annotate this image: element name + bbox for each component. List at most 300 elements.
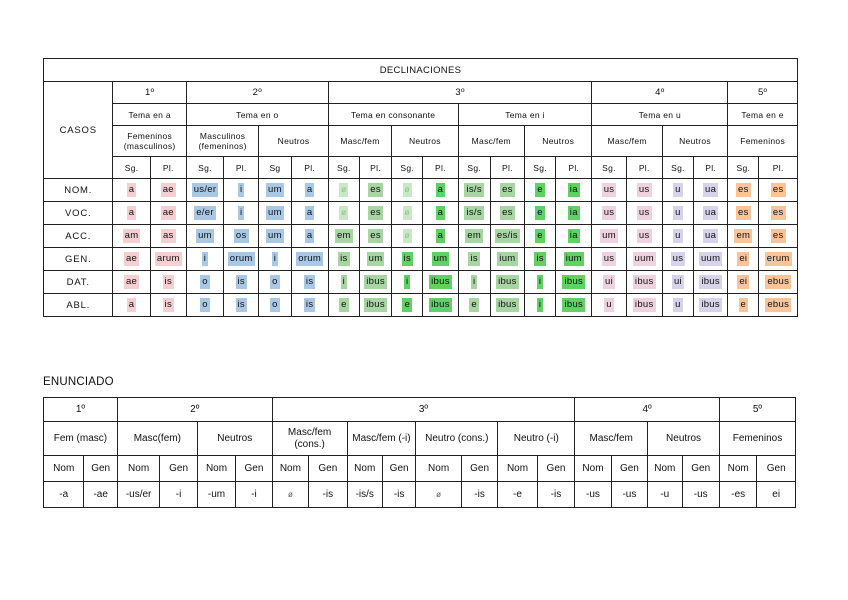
enun-value: ei xyxy=(757,482,796,508)
gender-header: Neutros xyxy=(259,126,328,157)
ending-cell xyxy=(525,248,556,271)
ending-cell xyxy=(359,271,391,294)
tema-i: Tema en i xyxy=(458,104,592,126)
tema-a: Tema en a xyxy=(113,104,186,126)
enun-gender-header: Masc(fem) xyxy=(117,422,197,456)
ending-text: is xyxy=(470,253,478,264)
ending-cell xyxy=(728,202,759,225)
ending-text: i xyxy=(240,184,243,195)
ending-cell xyxy=(423,294,458,317)
enun-number-2: 2º xyxy=(117,398,272,422)
ending-text: ø xyxy=(403,229,412,243)
ending-text: e xyxy=(537,184,543,195)
ending-cell xyxy=(662,225,693,248)
ending-text: ibus xyxy=(634,299,654,310)
plural-header: Pl. xyxy=(291,157,328,179)
enunciado-table xyxy=(43,397,796,508)
ending-text: a xyxy=(128,299,135,310)
ending-cell xyxy=(556,202,592,225)
ending-cell xyxy=(224,225,259,248)
case-row xyxy=(44,202,798,225)
ending-cell xyxy=(490,271,524,294)
plural-header: Pl. xyxy=(423,157,458,179)
gender-header: Femeninos xyxy=(728,126,798,157)
ending-cell xyxy=(592,225,626,248)
nom-header: Nom xyxy=(197,456,235,482)
ending-text: erum xyxy=(766,253,790,264)
ending-text: u xyxy=(675,207,681,218)
ending-text: ia xyxy=(569,230,578,241)
ending-cell xyxy=(490,294,524,317)
ending-text: a xyxy=(437,207,444,218)
ending-cell xyxy=(186,202,223,225)
ending-cell xyxy=(328,294,359,317)
ending-cell xyxy=(291,202,328,225)
ending-text: e xyxy=(404,299,411,310)
ending-text: ae xyxy=(125,253,138,264)
ending-text: a xyxy=(128,184,135,195)
ending-cell xyxy=(556,294,592,317)
ending-text: ø xyxy=(403,206,412,220)
ending-cell xyxy=(759,179,798,202)
ending-text: em xyxy=(336,230,351,241)
case-row xyxy=(44,248,798,271)
ending-text: i xyxy=(273,253,277,264)
ending-cell xyxy=(592,248,626,271)
ending-cell xyxy=(359,225,391,248)
ending-text: um xyxy=(433,253,448,264)
enun-value: -us xyxy=(575,482,611,508)
singular-header: Sg. xyxy=(392,157,423,179)
nom-header: Nom xyxy=(719,456,756,482)
case-name: ABL. xyxy=(44,294,113,317)
ending-text: ua xyxy=(705,207,717,218)
ending-cell xyxy=(662,179,693,202)
ending-cell xyxy=(359,202,391,225)
gen-header: Gen xyxy=(461,456,497,482)
ending-text: o xyxy=(202,299,208,310)
ending-cell xyxy=(291,271,328,294)
ending-text: i xyxy=(342,276,346,287)
ending-text: es xyxy=(772,207,784,218)
ending-cell xyxy=(328,179,359,202)
ending-cell xyxy=(186,179,223,202)
case-row xyxy=(44,179,798,202)
ending-text: es xyxy=(370,230,381,241)
ending-text: ibus xyxy=(431,276,450,287)
ending-cell xyxy=(392,294,423,317)
ending-text: e xyxy=(341,299,347,310)
casos-header: CASOS xyxy=(44,82,113,179)
case-name: GEN. xyxy=(44,248,113,271)
ending-text: ia xyxy=(569,184,578,195)
enun-number-3: 3º xyxy=(272,398,575,422)
ending-cell xyxy=(392,225,423,248)
gen-header: Gen xyxy=(537,456,575,482)
enun-value: -is xyxy=(309,482,347,508)
ending-cell xyxy=(626,225,662,248)
ending-text: is xyxy=(305,299,314,310)
ending-text: es xyxy=(772,184,784,195)
gen-header: Gen xyxy=(611,456,647,482)
ending-text: ibus xyxy=(634,276,654,287)
ending-text: a xyxy=(306,207,313,218)
ending-cell xyxy=(423,248,458,271)
plural-header: Pl. xyxy=(490,157,524,179)
ending-cell xyxy=(328,248,359,271)
ending-text: ia xyxy=(569,207,578,218)
ending-text: ebus xyxy=(767,276,790,287)
enun-value: ø xyxy=(416,482,462,508)
ending-text: es xyxy=(772,230,784,241)
ending-text: ae xyxy=(125,276,138,287)
ending-cell xyxy=(259,202,291,225)
ending-text: ium xyxy=(565,253,582,264)
ending-text: ibus xyxy=(564,276,584,287)
ending-text: e xyxy=(537,207,543,218)
ending-text: um xyxy=(268,230,282,241)
enun-number-5: 5º xyxy=(719,398,795,422)
ending-cell xyxy=(186,248,223,271)
enun-value: -is xyxy=(461,482,497,508)
ending-text: is xyxy=(237,276,245,287)
gen-header: Gen xyxy=(309,456,347,482)
ending-cell xyxy=(525,294,556,317)
singular-header: Sg. xyxy=(328,157,359,179)
decl-number-4: 4º xyxy=(592,82,728,104)
ending-text: ae xyxy=(162,184,174,195)
case-row xyxy=(44,294,798,317)
ending-cell xyxy=(392,271,423,294)
ending-cell xyxy=(423,202,458,225)
ending-text: i xyxy=(538,276,542,287)
plural-header: Pl. xyxy=(224,157,259,179)
singular-header: Sg. xyxy=(458,157,490,179)
ending-text: ui xyxy=(673,276,682,287)
decl-number-2: 2º xyxy=(186,82,328,104)
enun-number-4: 4º xyxy=(575,398,720,422)
ending-cell xyxy=(662,248,693,271)
ending-cell xyxy=(328,225,359,248)
gender-header: Neutros xyxy=(525,126,592,157)
enun-value: -i xyxy=(160,482,197,508)
ending-text: e xyxy=(537,230,543,241)
plural-header: Pl. xyxy=(694,157,728,179)
ending-cell xyxy=(423,271,458,294)
gen-header: Gen xyxy=(382,456,415,482)
tema-e: Tema en e xyxy=(728,104,798,126)
ending-cell xyxy=(556,179,592,202)
ending-cell xyxy=(694,225,728,248)
case-name: VOC. xyxy=(44,202,113,225)
ending-cell xyxy=(728,248,759,271)
case-row xyxy=(44,271,798,294)
ending-text: us xyxy=(603,207,615,218)
ending-cell xyxy=(592,202,626,225)
ending-cell xyxy=(694,271,728,294)
ending-cell xyxy=(759,248,798,271)
ending-cell xyxy=(759,271,798,294)
ending-cell xyxy=(224,271,259,294)
ending-cell xyxy=(186,294,223,317)
ending-cell xyxy=(490,225,524,248)
ending-cell xyxy=(392,248,423,271)
plural-header: Pl. xyxy=(359,157,391,179)
enun-gender-header: Neutros xyxy=(197,422,272,456)
ending-text: o xyxy=(272,276,278,287)
ending-text: um xyxy=(368,253,383,264)
ending-cell xyxy=(458,271,490,294)
ending-text: u xyxy=(675,184,681,195)
ending-cell xyxy=(525,202,556,225)
enun-gender-header: Neutros xyxy=(648,422,720,456)
nom-header: Nom xyxy=(44,456,84,482)
ending-text: u xyxy=(675,299,681,310)
ending-text: es xyxy=(370,207,381,218)
case-name: ACC. xyxy=(44,225,113,248)
ending-text: a xyxy=(128,207,135,218)
ending-cell xyxy=(150,225,186,248)
ending-text: a xyxy=(306,184,313,195)
ending-text: is xyxy=(164,299,173,310)
enun-gender-header: Neutro (-i) xyxy=(498,422,575,456)
ending-cell xyxy=(694,248,728,271)
ending-cell xyxy=(328,202,359,225)
case-name: NOM. xyxy=(44,179,113,202)
ending-text: um xyxy=(198,230,212,241)
ending-cell xyxy=(458,202,490,225)
ending-cell xyxy=(728,225,759,248)
ending-cell xyxy=(525,271,556,294)
ending-text: ua xyxy=(705,184,717,195)
nom-header: Nom xyxy=(498,456,537,482)
tema-consonante: Tema en consonante xyxy=(328,104,458,126)
ending-cell xyxy=(359,248,391,271)
case-row xyxy=(44,225,798,248)
ending-cell xyxy=(728,179,759,202)
ending-cell xyxy=(626,248,662,271)
enun-value: -us xyxy=(682,482,719,508)
gender-header: Neutros xyxy=(662,126,727,157)
ending-text: ibus xyxy=(366,276,385,287)
enun-gender-header: Neutro (cons.) xyxy=(416,422,498,456)
ending-text: a xyxy=(306,230,313,241)
nom-header: Nom xyxy=(272,456,308,482)
ending-text: is/s xyxy=(466,184,482,195)
gender-header: Femeninos (masculinos) xyxy=(113,126,186,157)
ending-cell xyxy=(423,179,458,202)
ending-cell xyxy=(626,294,662,317)
ending-cell xyxy=(113,248,150,271)
enun-value: -us xyxy=(611,482,647,508)
ending-cell xyxy=(224,179,259,202)
ending-cell xyxy=(759,294,798,317)
ending-cell xyxy=(458,225,490,248)
enun-number-1: 1º xyxy=(44,398,118,422)
ending-text: es xyxy=(738,207,749,218)
enun-value: -ae xyxy=(84,482,117,508)
ending-cell xyxy=(662,202,693,225)
enun-value: -us/er xyxy=(117,482,159,508)
ending-cell xyxy=(458,248,490,271)
ending-text: ei xyxy=(739,276,748,287)
ending-text: ø xyxy=(339,206,348,220)
ending-text: a xyxy=(437,230,444,241)
ending-cell xyxy=(259,225,291,248)
singular-header: Sg. xyxy=(525,157,556,179)
ending-cell xyxy=(113,202,150,225)
ending-text: is xyxy=(164,276,173,287)
ending-cell xyxy=(626,179,662,202)
enun-value: -es xyxy=(719,482,756,508)
ending-cell xyxy=(694,202,728,225)
decl-number-3: 3º xyxy=(328,82,592,104)
enun-gender-header: Masc/fem (cons.) xyxy=(272,422,347,456)
declinaciones-title: DECLINACIONES xyxy=(44,59,798,82)
ending-cell xyxy=(359,294,391,317)
singular-header: Sg. xyxy=(113,157,150,179)
declinaciones-table xyxy=(43,58,798,317)
ending-cell xyxy=(694,179,728,202)
ending-text: ebus xyxy=(767,299,790,310)
ending-cell xyxy=(291,225,328,248)
singular-header: Sg. xyxy=(728,157,759,179)
ending-text: es xyxy=(502,207,513,218)
gen-header: Gen xyxy=(682,456,719,482)
decl-number-5: 5º xyxy=(728,82,798,104)
ending-cell xyxy=(113,179,150,202)
ending-text: es xyxy=(370,184,381,195)
gender-header: Neutros xyxy=(392,126,458,157)
ending-text: u xyxy=(606,299,612,310)
ending-cell xyxy=(224,202,259,225)
ending-cell xyxy=(626,271,662,294)
ending-cell xyxy=(113,294,150,317)
singular-header: Sg. xyxy=(592,157,626,179)
ending-text: i xyxy=(472,276,476,287)
nom-header: Nom xyxy=(416,456,462,482)
ending-text: a xyxy=(437,184,444,195)
ending-cell xyxy=(490,179,524,202)
ending-text: ua xyxy=(705,230,717,241)
ending-text: is xyxy=(237,299,245,310)
ending-cell xyxy=(113,271,150,294)
ending-text: us xyxy=(638,207,650,218)
ending-text: o xyxy=(272,299,278,310)
ending-cell xyxy=(359,179,391,202)
ending-text: us xyxy=(603,184,615,195)
ending-text: es/is xyxy=(496,230,518,241)
ending-cell xyxy=(328,271,359,294)
ending-text: is/s xyxy=(466,207,482,218)
gender-header: Masc/fem xyxy=(592,126,662,157)
ending-cell xyxy=(259,179,291,202)
ending-cell xyxy=(259,271,291,294)
enunciado-label: ENUNCIADO xyxy=(43,376,114,388)
ending-cell xyxy=(458,294,490,317)
singular-header: Sg. xyxy=(662,157,693,179)
ending-text: e/er xyxy=(196,207,214,218)
gen-header: Gen xyxy=(160,456,197,482)
ending-text: ibus xyxy=(366,299,385,310)
ending-text: orum xyxy=(298,253,322,264)
ending-text: ø xyxy=(339,183,348,197)
nom-header: Nom xyxy=(575,456,611,482)
enun-value: -is/s xyxy=(347,482,382,508)
nom-header: Nom xyxy=(648,456,682,482)
ending-cell xyxy=(392,179,423,202)
ending-text: orum xyxy=(229,253,253,264)
gen-header: Gen xyxy=(757,456,796,482)
ending-text: ø xyxy=(403,183,412,197)
case-name: DAT. xyxy=(44,271,113,294)
ending-text: am xyxy=(124,230,139,241)
ending-text: ibus xyxy=(564,299,584,310)
enun-value: -a xyxy=(44,482,84,508)
tema-o: Tema en o xyxy=(186,104,328,126)
ending-cell xyxy=(150,248,186,271)
ending-text: es xyxy=(738,184,749,195)
ending-cell xyxy=(150,202,186,225)
ending-cell xyxy=(186,271,223,294)
singular-header: Sg xyxy=(259,157,291,179)
ending-text: o xyxy=(202,276,208,287)
gender-header: Masculinos (femeninos) xyxy=(186,126,258,157)
ending-cell xyxy=(186,225,223,248)
ending-text: us xyxy=(638,230,650,241)
ending-text: ium xyxy=(499,253,516,264)
ending-text: uum xyxy=(700,253,721,264)
ending-cell xyxy=(150,271,186,294)
ending-text: ibus xyxy=(498,299,517,310)
ending-text: ibus xyxy=(701,276,720,287)
ending-text: es xyxy=(502,184,513,195)
ending-cell xyxy=(113,225,150,248)
ending-cell xyxy=(291,248,328,271)
enun-value: -e xyxy=(498,482,537,508)
ending-cell xyxy=(291,294,328,317)
enun-gender-header: Fem (masc) xyxy=(44,422,118,456)
plural-header: Pl. xyxy=(150,157,186,179)
enun-value: -i xyxy=(236,482,272,508)
ending-text: is xyxy=(305,276,314,287)
ending-cell xyxy=(694,294,728,317)
ending-cell xyxy=(556,248,592,271)
ending-cell xyxy=(259,294,291,317)
ending-cell xyxy=(592,271,626,294)
enun-value: -um xyxy=(197,482,235,508)
enun-value: -is xyxy=(382,482,415,508)
ending-text: um xyxy=(268,207,282,218)
ending-text: em xyxy=(736,230,751,241)
ending-cell xyxy=(759,225,798,248)
enun-gender-header: Masc/fem (-i) xyxy=(347,422,416,456)
ending-text: ei xyxy=(739,253,748,264)
enun-gender-header: Masc/fem xyxy=(575,422,648,456)
ending-text: is xyxy=(340,253,348,264)
ending-text: ae xyxy=(162,207,174,218)
gender-header: Masc/fem xyxy=(328,126,391,157)
ending-text: is xyxy=(536,253,544,264)
ending-text: ui xyxy=(605,276,614,287)
nom-header: Nom xyxy=(347,456,382,482)
ending-cell xyxy=(392,202,423,225)
ending-text: ibus xyxy=(701,299,720,310)
ending-text: os xyxy=(235,230,247,241)
ending-text: us xyxy=(638,184,650,195)
ending-cell xyxy=(423,225,458,248)
gender-header: Masc/fem xyxy=(458,126,524,157)
